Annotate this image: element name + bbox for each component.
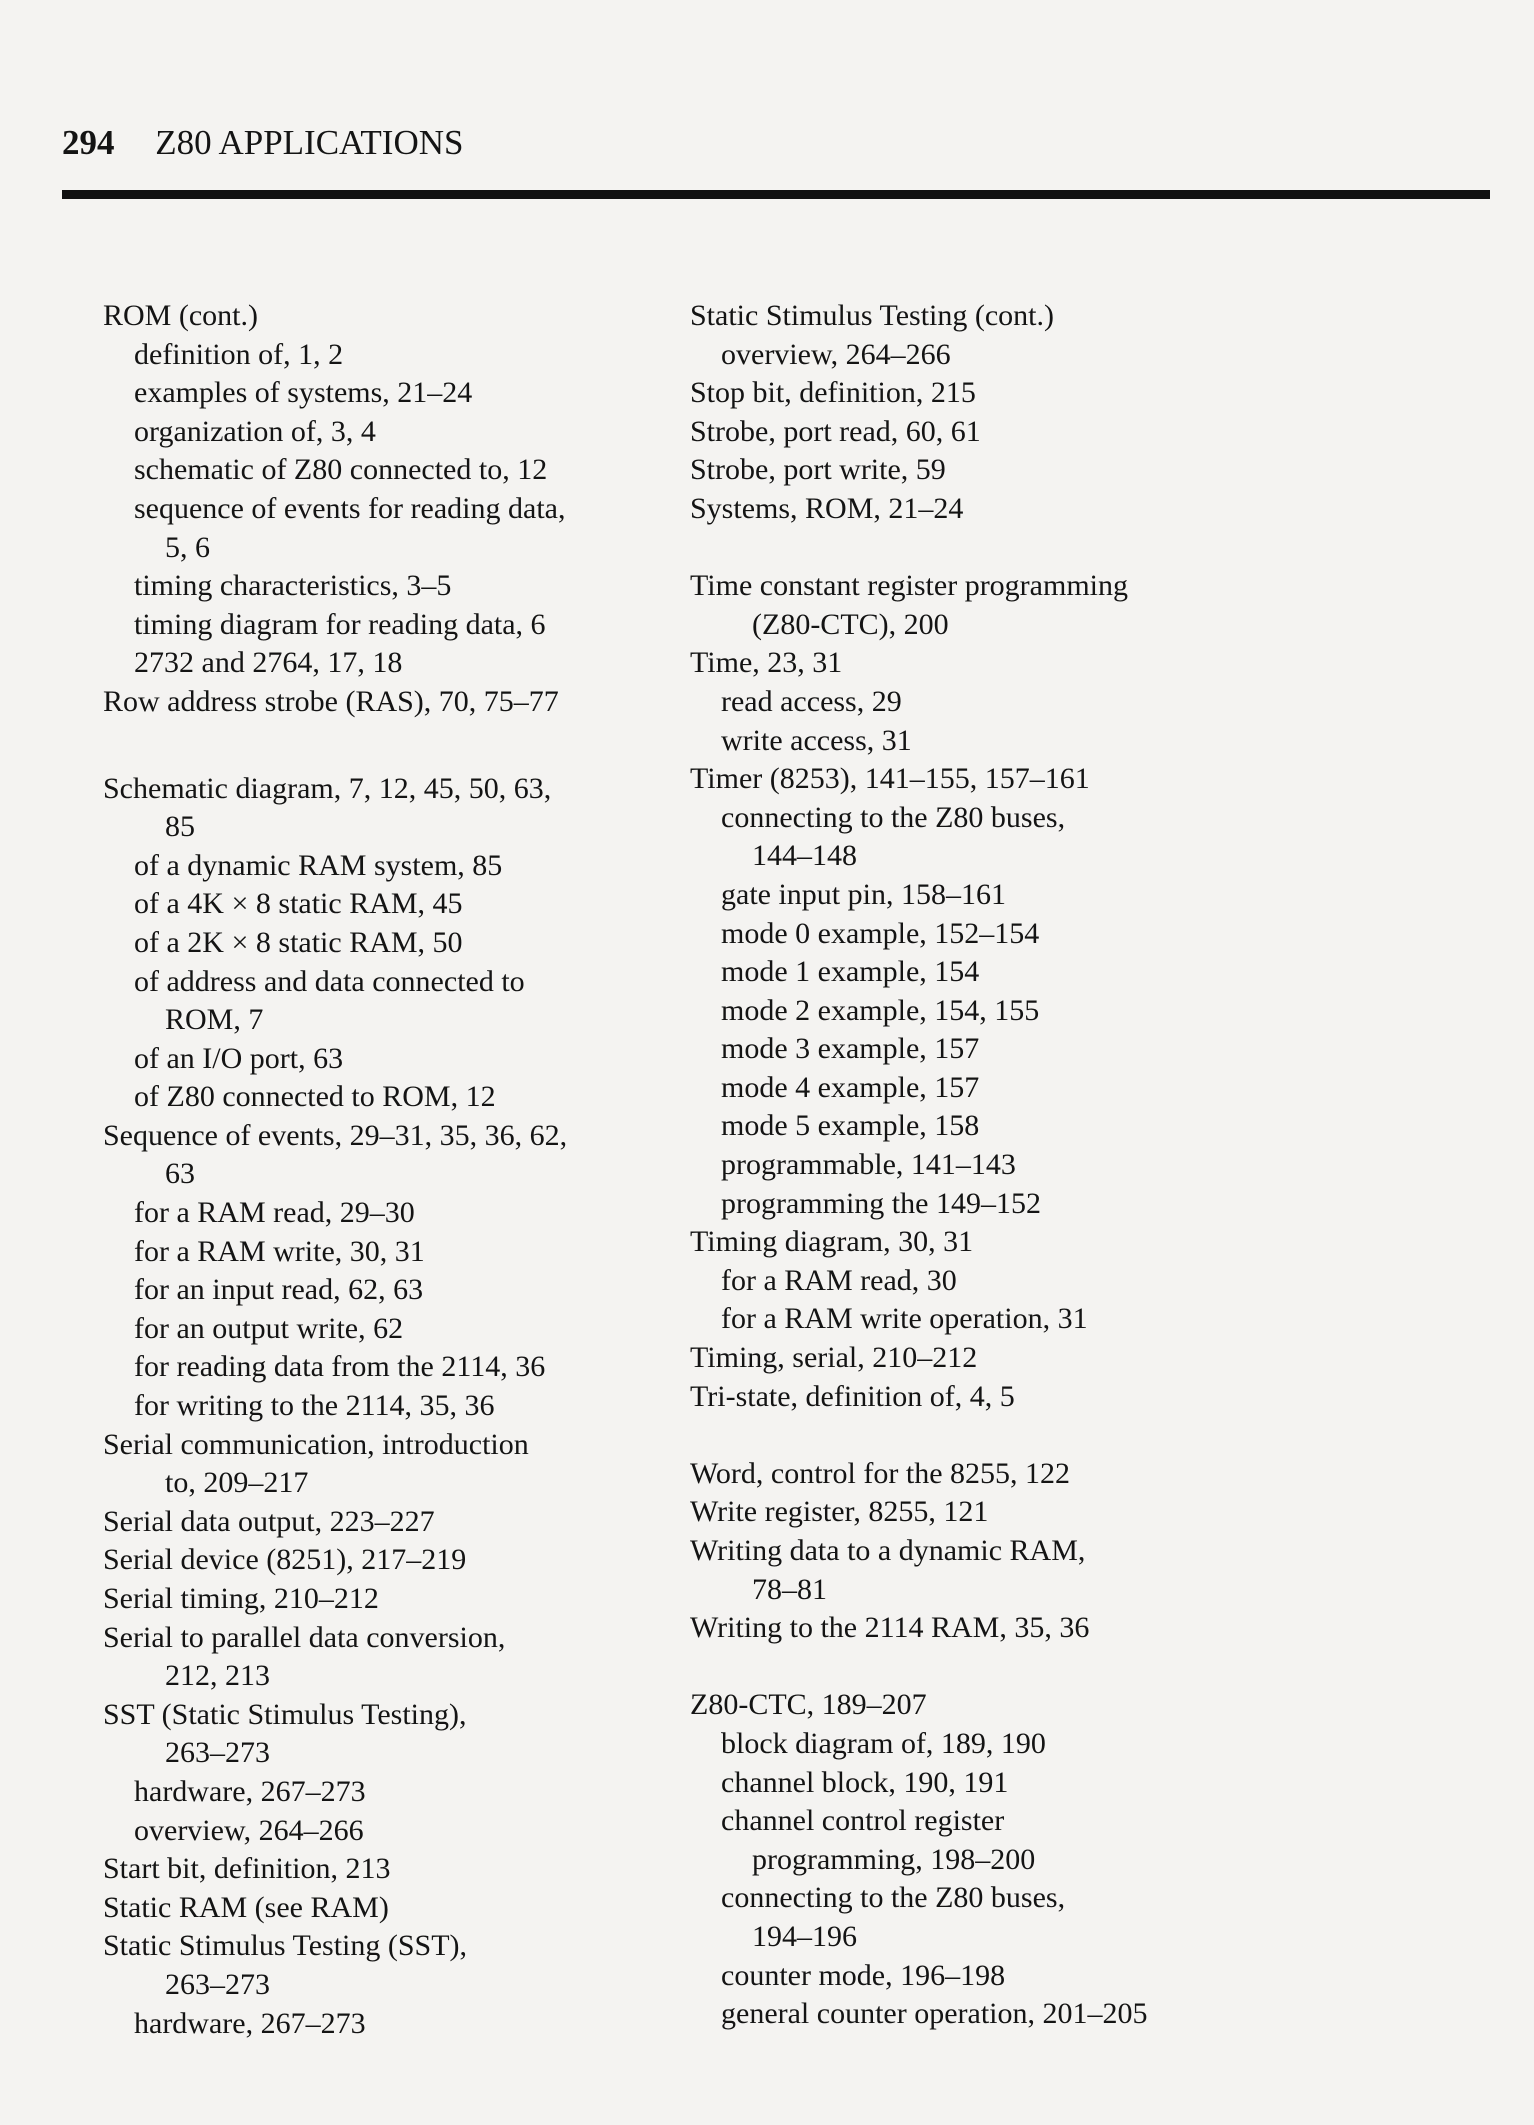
index-entry: Serial to parallel data conversion,: [103, 1620, 506, 1654]
index-subentry: write access, 31: [721, 723, 912, 757]
index-subentry: mode 1 example, 154: [721, 955, 980, 989]
running-title: Z80 APPLICATIONS: [155, 123, 464, 162]
index-entry: Serial device (8251), 217–219: [103, 1543, 467, 1577]
index-subentry: overview, 264–266: [721, 337, 951, 371]
index-subentry: schematic of Z80 connected to, 12: [134, 453, 548, 487]
index-subentry: channel block, 190, 191: [721, 1765, 1009, 1799]
index-subentry: 5, 6: [165, 530, 210, 564]
index-entry: 63: [165, 1157, 195, 1191]
index-subentry: for a RAM read, 29–30: [134, 1196, 415, 1230]
index-subentry: programming, 198–200: [752, 1842, 1036, 1876]
index-subentry: 2732 and 2764, 17, 18: [134, 646, 403, 680]
page-number: 294: [62, 123, 115, 162]
index-entry: (Z80-CTC), 200: [752, 607, 949, 641]
index-entry: 78–81: [752, 1572, 827, 1606]
section-gap: [103, 722, 703, 770]
index-subentry: for writing to the 2114, 35, 36: [134, 1389, 495, 1423]
index-subentry: of Z80 connected to ROM, 12: [134, 1080, 496, 1114]
index-entry: to, 209–217: [165, 1466, 309, 1500]
index-entry: ROM (cont.): [103, 299, 258, 332]
index-subentry: mode 2 example, 154, 155: [721, 993, 1040, 1027]
index-subentry: mode 5 example, 158: [721, 1109, 980, 1143]
index-subentry: connecting to the Z80 buses,: [721, 1881, 1066, 1915]
index-entry: Row address strobe (RAS), 70, 75–77: [103, 684, 559, 718]
index-entry: Serial communication, introduction: [103, 1427, 529, 1461]
index-column-right: [690, 297, 1330, 2034]
index-subentry: programmable, 141–143: [721, 1148, 1016, 1182]
section-gap: [690, 529, 1330, 568]
index-entry: 263–273: [165, 1967, 270, 2001]
index-subentry: for a RAM read, 30: [721, 1263, 957, 1297]
index-subentry: for reading data from the 2114, 36: [134, 1350, 546, 1384]
index-entry: 212, 213: [165, 1659, 270, 1693]
index-subentry: 194–196: [752, 1919, 857, 1953]
index-entry: Strobe, port write, 59: [690, 453, 946, 487]
section-gap: [690, 1416, 1330, 1455]
index-entry: Schematic diagram, 7, 12, 45, 50, 63,: [103, 771, 552, 805]
section-gap: [690, 1648, 1330, 1687]
header-rule: [62, 190, 1490, 199]
index-subentry: of an I/O port, 63: [134, 1041, 344, 1075]
index-entry: Serial data output, 223–227: [103, 1504, 435, 1538]
index-subentry: read access, 29: [721, 684, 902, 718]
index-subentry: for an input read, 62, 63: [134, 1273, 424, 1307]
index-subentry: counter mode, 196–198: [721, 1958, 1006, 1992]
index-subentry: of address and data connected to: [134, 964, 525, 998]
index-entry: Strobe, port read, 60, 61: [690, 414, 981, 448]
index-entry: Systems, ROM, 21–24: [690, 491, 964, 525]
index-entry: Z80-CTC, 189–207: [690, 1688, 927, 1722]
index-entry: Word, control for the 8255, 122: [690, 1456, 1071, 1490]
index-subentry: mode 4 example, 157: [721, 1070, 980, 1104]
index-subentry: block diagram of, 189, 190: [721, 1726, 1046, 1760]
index-subentry: for an output write, 62: [134, 1311, 404, 1345]
index-subentry: connecting to the Z80 buses,: [721, 800, 1066, 834]
index-subentry: hardware, 267–273: [134, 2006, 366, 2040]
index-subentry: sequence of events for reading data,: [134, 491, 566, 525]
index-entry: Time constant register programming: [690, 569, 1128, 603]
index-entry: 85: [165, 810, 195, 844]
index-entry: Time, 23, 31: [690, 646, 843, 680]
index-subentry: of a 2K × 8 static RAM, 50: [134, 925, 463, 959]
running-header: [62, 122, 463, 164]
index-entry: SST (Static Stimulus Testing),: [103, 1697, 467, 1731]
index-entry: Write register, 8255, 121: [690, 1495, 989, 1529]
index-subentry: definition of, 1, 2: [134, 337, 344, 371]
index-subentry: general counter operation, 201–205: [721, 1997, 1148, 2031]
index-subentry: of a dynamic RAM system, 85: [134, 848, 503, 882]
index-entry: Static RAM (see RAM): [103, 1890, 389, 1924]
index-subentry: examples of systems, 21–24: [134, 376, 473, 410]
index-subentry: mode 0 example, 152–154: [721, 916, 1040, 950]
index-entry: Timing, serial, 210–212: [690, 1341, 978, 1375]
index-entry: Serial timing, 210–212: [103, 1582, 379, 1615]
index-subentry: of a 4K × 8 static RAM, 45: [134, 887, 463, 921]
index-subentry: for a RAM write operation, 31: [721, 1302, 1088, 1336]
index-subentry: overview, 264–266: [134, 1813, 364, 1847]
index-subentry: gate input pin, 158–161: [721, 877, 1006, 911]
index-subentry: hardware, 267–273: [134, 1774, 366, 1808]
index-entry: Stop bit, definition, 215: [690, 376, 976, 410]
index-entry: Start bit, definition, 213: [103, 1852, 391, 1886]
index-entry: Static Stimulus Testing (SST),: [103, 1929, 468, 1963]
index-entry: Writing data to a dynamic RAM,: [690, 1534, 1086, 1567]
index-entry: Timing diagram, 30, 31: [690, 1225, 974, 1259]
index-column-left: [103, 297, 703, 2043]
index-entry: Static Stimulus Testing (cont.): [690, 299, 1054, 332]
index-subentry: channel control register: [721, 1804, 1005, 1838]
index-subentry: mode 3 example, 157: [721, 1032, 980, 1066]
index-subentry: for a RAM write, 30, 31: [134, 1234, 425, 1268]
index-entry: Tri-state, definition of, 4, 5: [690, 1379, 1015, 1413]
index-entry: 263–273: [165, 1736, 270, 1770]
index-subentry: ROM, 7: [165, 1003, 264, 1037]
index-subentry: programming the 149–152: [721, 1186, 1041, 1220]
index-subentry: organization of, 3, 4: [134, 414, 376, 448]
index-subentry: timing diagram for reading data, 6: [134, 607, 546, 641]
index-entry: Sequence of events, 29–31, 35, 36, 62,: [103, 1118, 568, 1152]
index-entry: Writing to the 2114 RAM, 35, 36: [690, 1611, 1090, 1645]
index-subentry: timing characteristics, 3–5: [134, 569, 452, 603]
index-subentry: 144–148: [752, 839, 857, 873]
index-entry: Timer (8253), 141–155, 157–161: [690, 762, 1090, 796]
